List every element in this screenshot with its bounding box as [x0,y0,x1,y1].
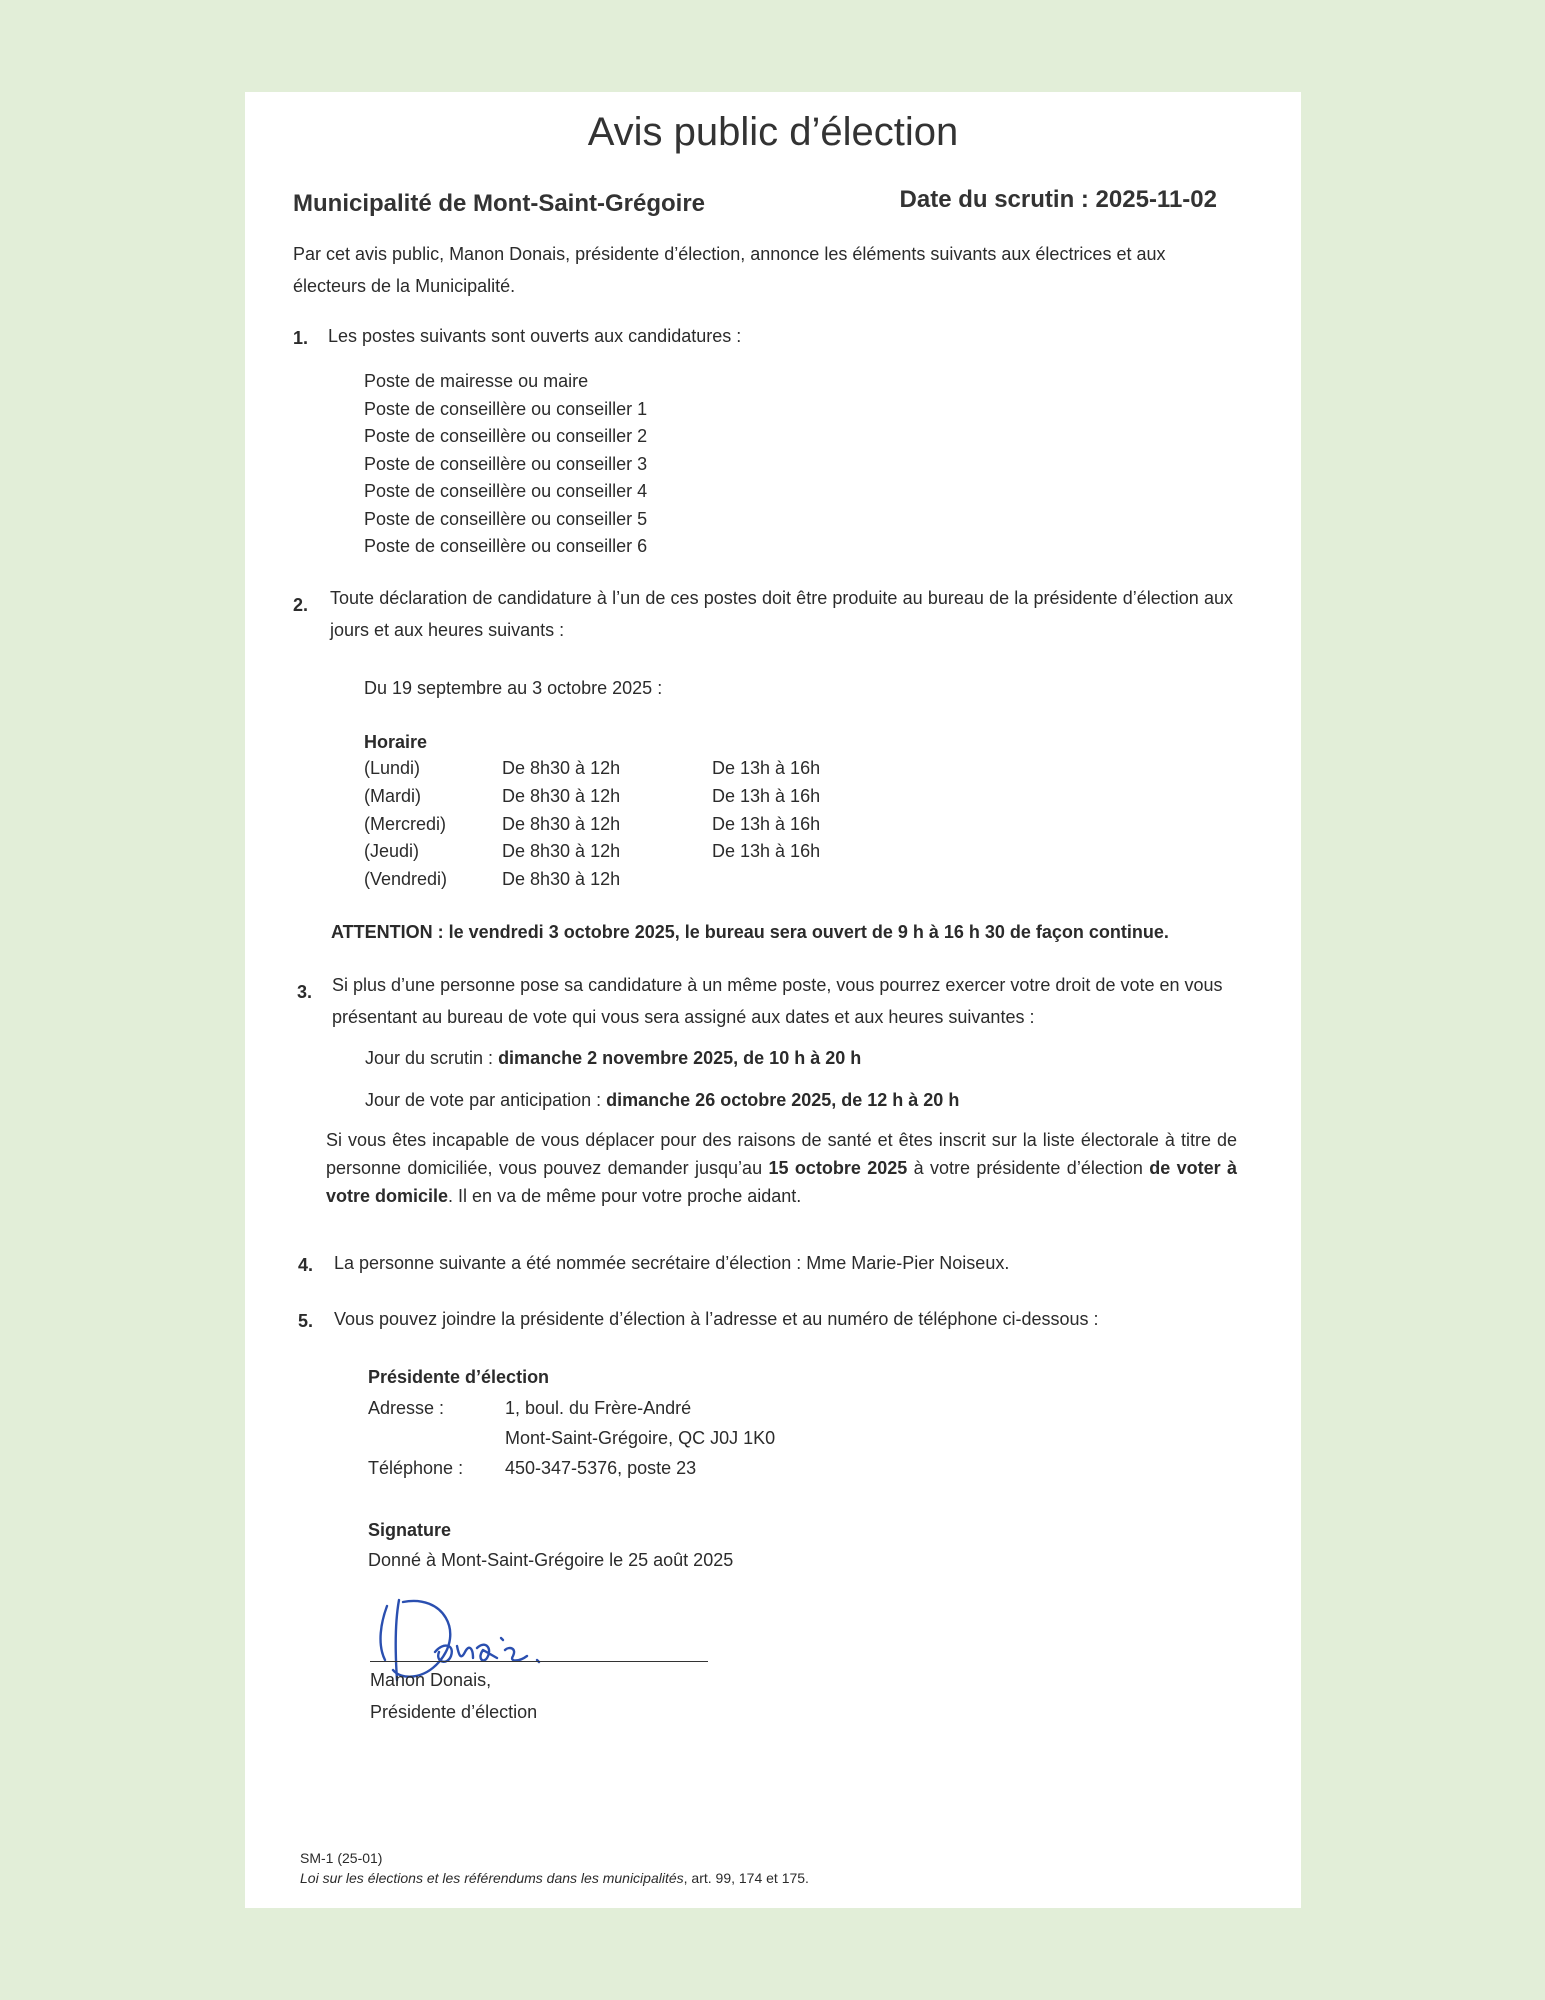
advance-vote-day [365,1084,959,1116]
home-voting-paragraph [326,1126,1237,1210]
list-item: Poste de conseillère ou conseiller 2 [364,426,648,446]
address-label: Adresse : [368,1398,445,1418]
schedule-morning: De 8h30 à 12h [502,758,621,778]
municipality-name: Municipalité de Mont-Saint-Grégoire [293,190,706,217]
section-4-text: La personne suivante a été nommée secrétaire d’élection : Mme Marie-Pier Noiseux. [334,1253,1010,1273]
schedule-afternoon: De 13h à 16h [712,758,821,778]
intro-paragraph: Par cet avis public, Manon Donais, présidente d’élection, annonce les éléments suivants aux électrices et aux électeurs de la Municipalité. [293,244,1166,296]
schedule-morning: De 8h30 à 12h [502,869,621,890]
advance-vote-value: dimanche 26 octobre 2025, de 12 h à 20 h [606,1090,960,1110]
section-3-text: Si plus d’une personne pose sa candidature à un même poste, vous pourrez exercer votre droit de vote en vous présentant au bureau de vote qui vous sera assigné aux dates et aux heures suivantes : [332,975,1223,1027]
home-voting-deadline: 15 octobre 2025 [768,1158,908,1178]
law-title: Loi sur les élections et les référendums dans les municipalités [300,1870,684,1886]
form-code: SM-1 (25-01) [300,1850,383,1866]
submission-period: Du 19 septembre au 3 octobre 2025 : [364,678,663,698]
schedule-afternoon: De 13h à 16h [712,785,821,806]
law-articles: , art. 99, 174 et 175. [683,1870,809,1886]
page-title: Avis public d’élection [587,110,959,154]
schedule-afternoon: De 13h à 16h [712,813,821,834]
election-date: Date du scrutin : 2025-11-02 [899,186,1217,213]
notice-page [245,92,1301,1908]
vote-day [365,1042,861,1074]
schedule-day: (Vendredi) [364,869,448,890]
table-row [364,758,820,786]
table-row [364,786,820,814]
section-1-text: Les postes suivants sont ouverts aux candidatures : [328,326,742,346]
schedule-day: (Lundi) [364,758,421,778]
posts-list [364,368,647,561]
signature-given: Donné à Mont-Saint-Grégoire le 25 août 2025 [368,1550,734,1570]
home-voting-emphasis: de voter à votre domicile [326,1158,1237,1206]
home-voting-text: Si vous êtes incapable de vous déplacer pour des raisons de santé et êtes inscrit sur la liste électorale à titre de personne domiciliée, vous pouvez demander jusqu’au [326,1130,1237,1178]
schedule-afternoon [712,869,820,897]
table-row [364,814,820,842]
list-item: Poste de conseillère ou conseiller 4 [364,481,648,501]
law-reference [300,1868,809,1888]
section-3-number: 3. [297,982,313,1002]
section-2-text: Toute déclaration de candidature à l’un de ces postes doit être produite au bureau de la présidente d’élection aux jours et aux heures suivants : [330,588,1233,640]
schedule-day: (Jeudi) [364,841,420,862]
section-5-text: Vous pouvez joindre la présidente d’élection à l’adresse et au numéro de téléphone ci-dessous : [334,1309,1099,1329]
schedule-morning: De 8h30 à 12h [502,841,621,862]
list-item: Poste de conseillère ou conseiller 3 [364,453,648,474]
home-voting-text: . Il en va de même pour votre proche aidant. [448,1186,802,1206]
table-row [364,841,820,869]
section-1-number: 1. [293,328,309,348]
signature-title: Signature [368,1520,452,1540]
schedule-afternoon: De 13h à 16h [712,841,821,862]
phone-number: 450-347-5376, poste 23 [505,1458,697,1478]
section-2-number: 2. [293,595,309,615]
list-item: Poste de conseillère ou conseiller 1 [364,398,648,419]
schedule-day: (Mercredi) [364,813,447,834]
signer-role: Présidente d’élection [370,1702,538,1722]
address-line-2: Mont-Saint-Grégoire, QC J0J 1K0 [505,1428,776,1448]
attention-note: ATTENTION : le vendredi 3 octobre 2025, le bureau sera ouvert de 9 h à 16 h 30 de façon continue. [331,922,1169,942]
advance-vote-label: Jour de vote par anticipation : [365,1090,607,1110]
phone-label: Téléphone : [368,1458,464,1478]
section-4-number: 4. [298,1255,314,1275]
address-line-1: 1, boul. du Frère-André [505,1398,692,1418]
schedule-day: (Mardi) [364,785,421,806]
schedule-title: Horaire [364,732,428,752]
signer-name: Manon Donais, [370,1670,492,1690]
vote-day-value: dimanche 2 novembre 2025, de 10 h à 20 h [498,1048,862,1068]
list-item: Poste de conseillère ou conseiller 6 [364,536,648,556]
schedule-morning: De 8h30 à 12h [502,785,621,806]
signature-line [370,1661,708,1662]
vote-day-label: Jour du scrutin : [365,1048,499,1068]
list-item: Poste de conseillère ou conseiller 5 [364,508,648,529]
home-voting-text: à votre présidente d’élection [907,1158,1150,1178]
schedule-morning: De 8h30 à 12h [502,813,621,834]
schedule-table [364,758,820,897]
section-5-number: 5. [298,1311,314,1331]
list-item: Poste de mairesse ou maire [364,371,589,391]
table-row [364,869,820,897]
contact-title: Présidente d’élection [368,1367,550,1387]
